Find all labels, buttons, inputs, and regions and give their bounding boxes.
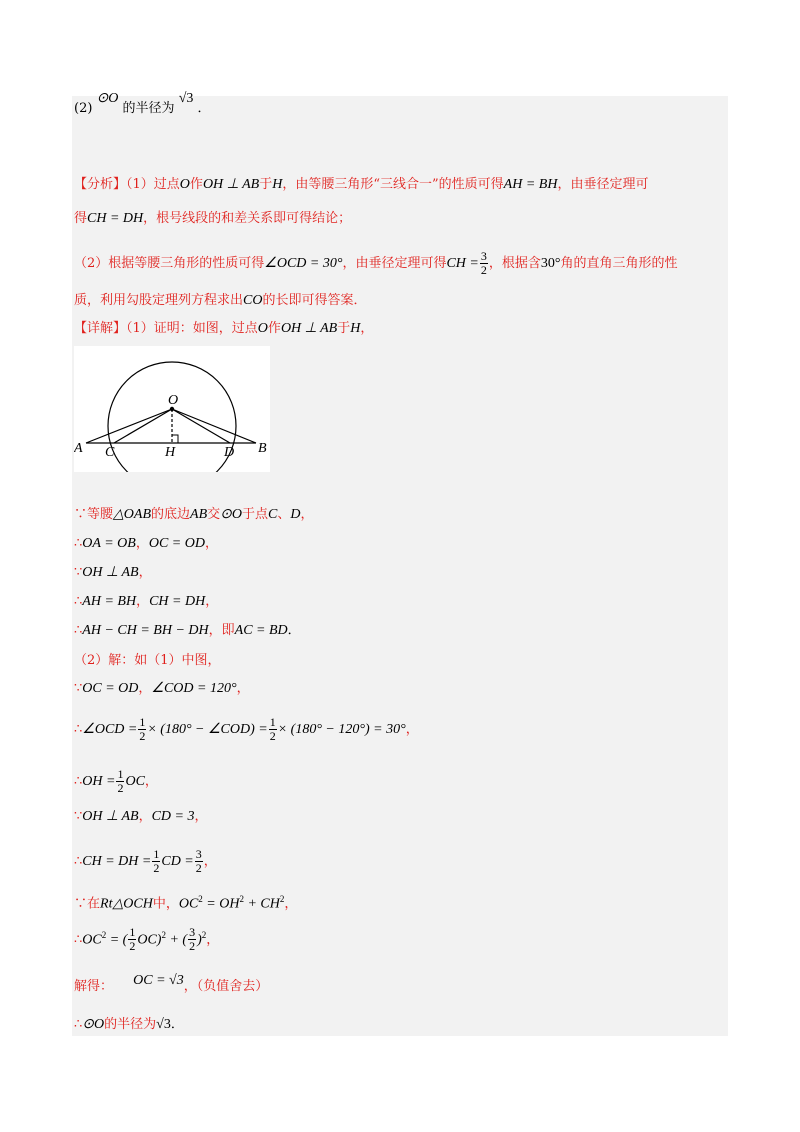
math: O	[179, 177, 190, 192]
math: ∠OCD =	[82, 722, 138, 737]
denominator: 2	[480, 263, 487, 277]
detail-label: 【详解】	[74, 321, 127, 336]
math: H	[272, 177, 283, 192]
numerator: 1	[269, 715, 276, 729]
math: √3	[156, 1017, 171, 1032]
text: ，	[144, 774, 158, 789]
proof-line-3	[74, 564, 152, 582]
math: ∠COD = 120°	[151, 681, 237, 696]
text: 中，	[152, 896, 179, 912]
math: OH ⊥ AB	[202, 177, 260, 192]
detail-line-1	[74, 320, 373, 338]
math: OC	[82, 932, 102, 948]
because-symbol: ∵	[74, 809, 83, 824]
fraction	[269, 716, 277, 743]
sol-line-6	[74, 890, 297, 913]
math: OH ⊥ AB	[280, 321, 338, 336]
fraction	[152, 848, 160, 875]
math: O	[257, 321, 268, 336]
text: 交	[207, 507, 221, 522]
text: ，	[135, 536, 149, 551]
exponent: 2	[198, 894, 203, 904]
text: ，	[203, 854, 217, 869]
fraction	[480, 250, 488, 277]
math: + CH	[243, 896, 280, 912]
math: OC = OD	[82, 681, 139, 696]
therefore-symbol: ∴	[74, 932, 83, 948]
circle-diagram	[74, 346, 270, 472]
proof-line-1	[74, 506, 314, 524]
proof-line-2	[74, 535, 218, 553]
text: 角的直角三角形的性	[560, 256, 678, 271]
sol-line-9	[74, 1016, 184, 1034]
sol-line-4	[74, 808, 208, 826]
text: （2）解：如（1）中图，	[74, 653, 221, 668]
proof-line-5	[74, 622, 301, 640]
denominator: 2	[139, 729, 146, 743]
math: CH = DH =	[82, 854, 152, 869]
math: CH = DH	[149, 594, 206, 609]
text: 解得：	[74, 979, 114, 994]
text: （1）证明：如图，过点	[126, 321, 258, 336]
text: ，	[136, 594, 150, 609]
math: CD =	[161, 854, 194, 869]
because-symbol: ∵	[74, 681, 83, 696]
text: ，由等腰三角形“三线合一”的性质可得	[282, 177, 504, 192]
math: AH − CH = BH − DH	[82, 623, 209, 638]
segment-ob	[172, 409, 256, 443]
text: ，	[205, 594, 219, 609]
therefore-symbol: ∴	[74, 1017, 83, 1032]
math: OH =	[82, 774, 116, 789]
text: （1）过点	[126, 177, 180, 192]
text: 的半径为	[104, 1017, 157, 1032]
text: 的底边	[151, 507, 191, 522]
math: CH = DH	[87, 211, 144, 226]
text: 于点	[242, 507, 269, 522]
math: D	[290, 507, 301, 522]
math: CO	[243, 293, 263, 308]
text: ．	[287, 623, 301, 638]
text: ，	[138, 809, 152, 824]
math: ∠OCD = 30°	[264, 256, 343, 271]
denominator: 2	[195, 861, 202, 875]
math: AH = BH	[82, 594, 137, 609]
numerator: 1	[129, 925, 136, 940]
math: OC	[178, 896, 199, 912]
text: ，	[284, 896, 298, 912]
sol-line-2	[74, 716, 419, 743]
fraction	[128, 926, 136, 953]
text: ，根号线段的和差关系即可得结论；	[143, 211, 352, 226]
proof-line-4	[74, 593, 218, 611]
analysis-line-1	[74, 176, 648, 194]
label-a: A	[74, 441, 83, 456]
radius-value: √3	[178, 91, 194, 106]
text: ，根据含	[488, 256, 541, 271]
math: ⊙O	[220, 507, 242, 522]
numerator: 1	[153, 847, 160, 861]
part-number: (2)	[74, 101, 93, 116]
therefore-symbol: ∴	[74, 774, 83, 789]
text: 质，利用勾股定理列方程求出	[74, 293, 244, 308]
text: 等腰	[87, 507, 114, 522]
segment-od	[172, 409, 230, 443]
sol-line-5	[74, 848, 217, 875]
label-o: O	[168, 393, 179, 408]
label-b: B	[258, 441, 267, 456]
math: OH ⊥ AB	[82, 565, 139, 580]
sol-line-8	[74, 973, 269, 996]
fraction	[188, 926, 196, 953]
part2-intro	[74, 652, 221, 670]
analysis-label: 【分析】	[74, 177, 127, 192]
text: ，	[360, 321, 374, 336]
math: = (	[106, 932, 128, 948]
part2-heading	[74, 91, 211, 118]
text: 作	[267, 321, 281, 336]
math: OC = √3	[133, 973, 184, 988]
denominator: 2	[129, 939, 136, 954]
right-angle-mark	[172, 435, 178, 443]
text: ，	[138, 681, 152, 696]
math: Rt△OCH	[100, 896, 153, 912]
math: ⊙O	[82, 1017, 105, 1032]
segment-oa	[86, 409, 172, 443]
math: × (180° − 120°) = 30°	[277, 722, 406, 737]
numerator: 1	[117, 767, 124, 781]
math: OC = OD	[148, 536, 205, 551]
math: OC)	[137, 932, 162, 948]
numerator: 3	[195, 847, 202, 861]
numerator: 1	[139, 715, 146, 729]
exponent: 2	[161, 930, 166, 940]
therefore-symbol: ∴	[74, 594, 83, 609]
math: × (180° − ∠COD) =	[147, 722, 268, 737]
exponent: 2	[279, 894, 285, 904]
exponent: 2	[101, 930, 107, 940]
fraction	[116, 768, 124, 795]
text: ，	[138, 565, 152, 580]
exponent: 2	[239, 894, 244, 904]
therefore-symbol: ∴	[74, 722, 83, 737]
math: OA = OB	[82, 536, 136, 551]
text: 的长即可得答案．	[262, 293, 367, 308]
numerator: 3	[480, 249, 487, 263]
denominator: 2	[153, 861, 160, 875]
denominator: 2	[189, 939, 196, 954]
analysis-line-2	[74, 210, 351, 228]
therefore-symbol: ∴	[74, 536, 83, 551]
text: ，	[405, 722, 419, 737]
exponent: 2	[201, 930, 207, 940]
math: AB	[190, 507, 208, 522]
text: （2）根据等腰三角形的性质可得	[74, 256, 265, 271]
math: △OAB	[113, 507, 152, 522]
sol-line-1	[74, 680, 250, 698]
denominator: 2	[269, 729, 276, 743]
math: AC = BD	[234, 623, 288, 638]
because-symbol: ∵	[74, 896, 88, 912]
circle-symbol: ⊙O	[96, 91, 119, 106]
analysis-line-4	[74, 292, 366, 310]
text: ，	[206, 932, 220, 948]
because-symbol: ∵	[74, 565, 83, 580]
label-d: D	[224, 445, 235, 460]
text: 在	[87, 896, 101, 912]
math: OC	[125, 774, 145, 789]
math: = OH	[202, 896, 240, 912]
math: AH = BH	[503, 177, 558, 192]
text: ，	[300, 507, 314, 522]
sol-line-7	[74, 926, 219, 953]
fraction	[138, 716, 146, 743]
analysis-line-3	[74, 250, 678, 277]
math: C	[268, 507, 278, 522]
math: )	[197, 932, 202, 948]
label-h: H	[165, 445, 176, 460]
math: CD = 3	[151, 809, 195, 824]
math: H	[350, 321, 361, 336]
text: ，由垂径定理可	[557, 177, 649, 192]
geometry-figure	[74, 346, 270, 472]
therefore-symbol: ∴	[74, 854, 83, 869]
because-symbol: ∵	[74, 507, 88, 522]
text: ，	[236, 681, 250, 696]
text: 作	[189, 177, 203, 192]
numerator: 3	[189, 925, 196, 940]
text: 于	[259, 177, 273, 192]
fraction	[195, 848, 203, 875]
text: 、	[277, 507, 291, 522]
sol-line-3	[74, 768, 158, 795]
math: + (	[165, 932, 188, 948]
text: ．	[170, 1017, 184, 1032]
text: ，	[194, 809, 208, 824]
math: 30°	[540, 256, 561, 271]
punct: ．	[197, 101, 211, 116]
denominator: 2	[117, 781, 124, 795]
label-c: C	[105, 445, 115, 460]
text: 得	[74, 211, 88, 226]
therefore-symbol: ∴	[74, 623, 83, 638]
segment-oc	[114, 409, 172, 443]
text: ，（负值舍去）	[183, 979, 269, 994]
text: 于	[337, 321, 351, 336]
text: ，	[204, 536, 218, 551]
part2-text: 的半径为	[122, 101, 175, 116]
math: CH =	[446, 256, 479, 271]
math: OH ⊥ AB	[82, 809, 139, 824]
text: ，由垂径定理可得	[342, 256, 447, 271]
text: ，即	[208, 623, 235, 638]
